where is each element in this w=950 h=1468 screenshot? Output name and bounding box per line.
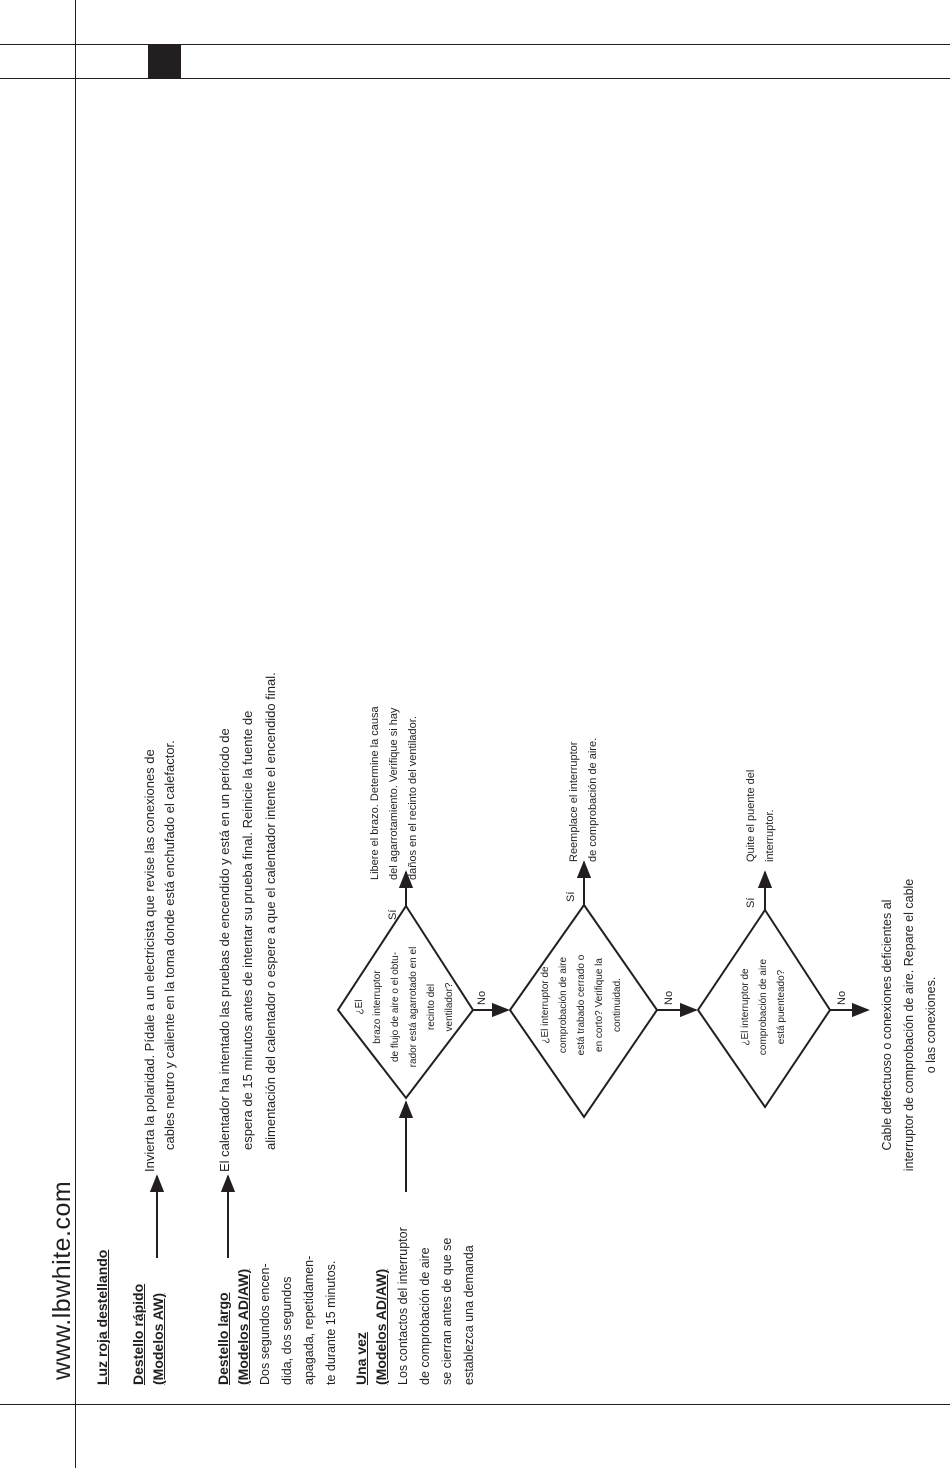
final-line: interruptor de comprobación de aire. Repare el cable [902,878,916,1172]
final-line: o las conexiones. [924,976,938,1074]
question-1-text [351,942,459,1072]
once-desc-line: de comprobación de aire [418,1247,432,1385]
question-2-text [537,930,627,1080]
long-heading [213,1269,253,1385]
once-heading-models: (Modelos AD/AW) [373,1268,389,1385]
a3-line: interruptor. [764,809,776,862]
page-title: Luz roja destellando [94,1249,110,1385]
once-heading-label: Una vez [353,1332,369,1385]
q1-line: de flujo de aire o el obtu- [390,951,401,1063]
q2-line: ¿El interruptor de [540,966,551,1044]
answer-1-text [366,706,423,880]
q1-line: ¿El [354,999,365,1015]
final-result-text [876,835,942,1215]
q2-line: está trabado cerrado o [576,954,587,1056]
rapid-heading-models: (Modelos AW) [150,1292,166,1385]
rapid-heading [128,1284,168,1385]
q3-line: ¿El interruptor de [740,968,751,1046]
rapid-action-line: cables neutro y caliente en la toma donde está enchufado el calefactor. [162,740,177,1150]
long-action-line: alimentación del calentador o espere a que el calentador intente el encendido final. [263,672,278,1150]
q2-line: continuidad. [612,978,623,1032]
final-line: Cable defectuoso o conexiones deficientes al [880,899,894,1151]
long-heading-models: (Modelos AD/AW) [235,1268,251,1385]
q1-line: rador está agarrotado en el [408,946,419,1068]
long-desc-line: apagada, repetidamen- [302,1255,316,1385]
once-desc-line: se cierran antes de que se [440,1237,454,1385]
long-desc-line: te durante 15 minutos. [324,1260,338,1385]
a2-line: Reemplace el interruptor [568,741,580,862]
answer-2-text [565,738,603,862]
question-3-text [737,942,791,1072]
once-heading [351,1269,391,1385]
rapid-heading-label: Destello rápido [130,1283,146,1385]
once-desc-line: Los contactos del interruptor [396,1227,410,1385]
q2-line: en corto? Verifique la [594,958,605,1052]
rapid-action [140,740,180,1172]
a1-line: Libere el brazo. Determine la causa [369,706,381,880]
a3-line: Quite el puente del [745,769,757,862]
yes-label-1: Sí [387,909,399,920]
long-desc-line: Dos segundos encen- [258,1263,272,1385]
long-description [254,1256,342,1385]
no-label-2: No [663,990,675,1005]
q3-line: comprobación de aire [758,958,769,1056]
a1-line: daños en el recinto del ventilador. [407,716,419,880]
long-desc-line: dida, dos segundos [280,1276,294,1385]
no-label-3: No [836,990,848,1005]
answer-3-text [742,770,780,862]
long-action [213,672,282,1172]
once-description [392,1227,480,1385]
yes-label-2: Sí [565,891,577,902]
long-action-line: espera de 15 minutos antes de intentar su prueba final. Reinicie la fuente de [240,710,255,1150]
once-desc-line: establezca una demanda [462,1245,476,1385]
q2-line: comprobación de aire [558,956,569,1054]
q1-line: ventilador? [444,982,455,1032]
q1-line: recinto del [426,983,437,1031]
site-url: www.lbwhite.com [48,1180,76,1380]
a2-line: de comprobación de aire. [587,737,599,862]
q3-line: está puenteado? [776,969,787,1045]
long-heading-label: Destello largo [215,1292,231,1385]
rapid-action-line: Invierta la polaridad. Pídale a un electricista que revise las conexiones de [142,749,157,1172]
no-label-1: No [476,990,488,1005]
yes-label-3: Sí [745,897,757,908]
long-action-line: El calentador ha intentado las pruebas de encendido y está en un período de [217,728,232,1172]
q1-line: brazo interruptor [372,970,383,1044]
a1-line: del agarrotamiento. Verifique si hay [388,707,400,880]
